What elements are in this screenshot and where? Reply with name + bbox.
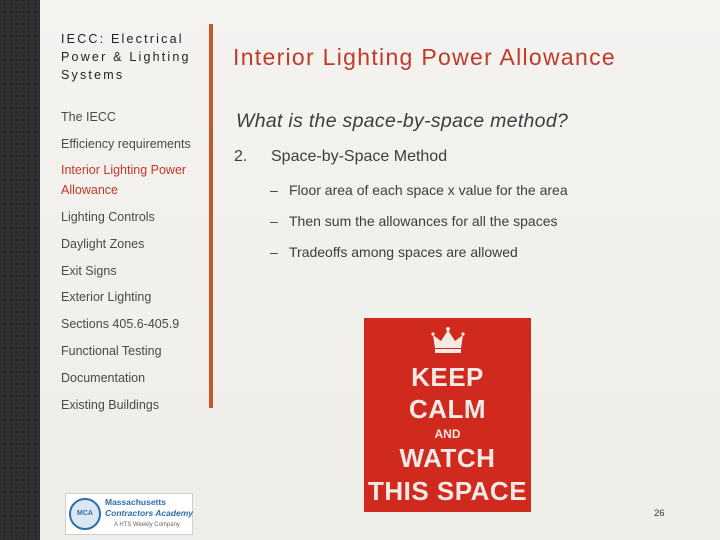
sidebar-nav (61, 107, 206, 415)
logo-line-2: Contractors Academy (105, 508, 194, 518)
poster-line-calm: CALM (408, 394, 487, 424)
page-title: Interior Lighting Power Allowance (233, 44, 616, 70)
academy-logo (65, 493, 193, 535)
poster-line-watch: WATCH (399, 443, 496, 473)
poster-line-keep: KEEP (411, 362, 484, 392)
page-number: 26 (654, 508, 665, 519)
logo-line-1: Massachusetts (105, 497, 166, 507)
poster-line-and: AND (434, 427, 461, 441)
sidebar-item-documentation[interactable]: Documentation (61, 371, 146, 385)
keep-calm-poster (364, 318, 531, 512)
crown-icon (431, 326, 465, 356)
numbered-point (234, 148, 447, 166)
subpoint-text: Tradeoffs among spaces are allowed (289, 244, 518, 260)
sidebar-item-sections-405[interactable]: Sections 405.6-405.9 (61, 317, 180, 331)
left-decorative-strip (0, 0, 40, 540)
sidebar-item-functional-testing[interactable]: Functional Testing (61, 344, 162, 358)
dash-bullet: – (270, 182, 278, 198)
sidebar-item-lighting-controls[interactable]: Lighting Controls (61, 210, 155, 224)
sidebar-item-interior-lighting-power-allowance[interactable]: Interior Lighting Power Allowance (61, 163, 187, 197)
sidebar-item-exterior-lighting[interactable]: Exterior Lighting (61, 290, 152, 304)
list-item (270, 242, 568, 273)
question-heading: What is the space-by-space method? (236, 110, 569, 132)
subpoint-text: Then sum the allowances for all the spaces (289, 213, 558, 229)
subpoint-text: Floor area of each space x value for the area (289, 182, 568, 198)
sidebar-title: IECC: Electrical Power & Lighting Systems (61, 32, 191, 82)
sidebar-item-efficiency-requirements[interactable]: Efficiency requirements (61, 137, 191, 151)
point-number: 2. (234, 148, 248, 165)
list-item (270, 211, 568, 242)
point-text: Space-by-Space Method (271, 148, 448, 165)
dash-bullet: – (270, 213, 278, 229)
list-item (270, 180, 568, 211)
sidebar-item-existing-buildings[interactable]: Existing Buildings (61, 398, 159, 412)
logo-line-3: A HTS Weekly Company (114, 522, 180, 528)
sidebar-item-daylight-zones[interactable]: Daylight Zones (61, 237, 145, 251)
dash-bullet: – (270, 244, 278, 260)
sidebar-item-the-iecc[interactable]: The IECC (61, 110, 116, 124)
poster-line-this-space: THIS SPACE (367, 476, 528, 506)
subpoint-list (270, 180, 568, 273)
logo-badge: MCA (69, 498, 101, 530)
sidebar-item-exit-signs[interactable]: Exit Signs (61, 264, 117, 278)
vertical-divider (209, 24, 213, 408)
